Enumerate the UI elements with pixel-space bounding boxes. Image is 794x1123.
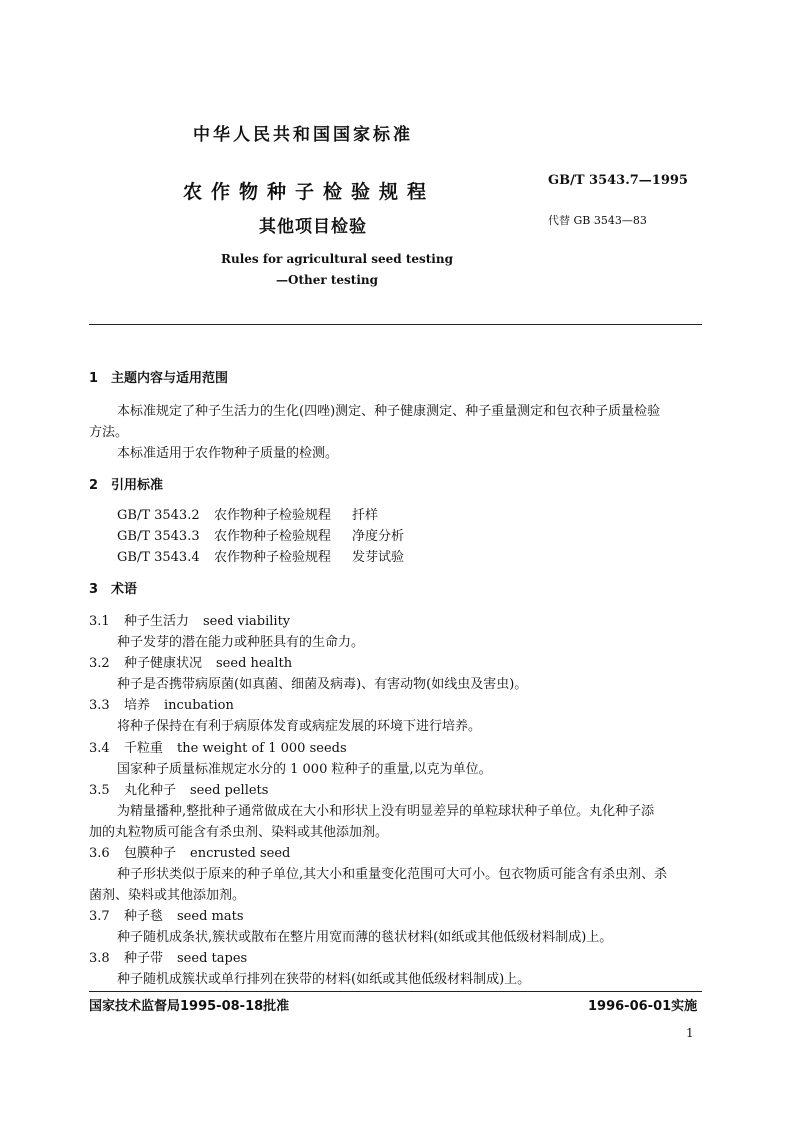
term-definition: 国家种子质量标准规定水分的 1 000 粒种子的重量,以克为单位。 [117,762,492,777]
reference-code: GB/T 3543.2 [117,508,200,523]
term-en: incubation [164,698,234,713]
term-en: seed health [216,656,293,671]
term-en: the weight of 1 000 seeds [177,741,347,756]
reference-code: GB/T 3543.3 [117,529,200,544]
title-en-sub: —Other testing [276,273,379,287]
term-heading [89,652,292,671]
term-heading [89,842,290,861]
term-definition: 种子随机成条状,簇状或散布在整片用宽而薄的毯状材料(如纸或其他低级材料制成)上。 [117,930,613,945]
term-definition: 将种子保持在有利于病原体发育或病症发展的环境下进行培养。 [117,719,482,734]
title-cn-sub: 其他项目检验 [259,217,367,237]
term-en: seed pellets [190,783,269,798]
term-heading [89,947,247,966]
reference-topic: 扦样 [352,508,379,523]
term-number: 3.7 [89,909,110,924]
section-3-heading: 3 术语 [89,582,138,597]
title-cn-main: 农作物种子检验规程 [183,181,436,203]
title-en-main: Rules for agricultural seed testing [221,252,453,266]
reference-item [117,546,404,565]
standard-code: GB/T 3543.7—1995 [548,173,688,188]
reference-item [117,525,404,544]
reference-name: 农作物种子检验规程 [214,529,332,544]
term-heading [89,905,244,924]
term-cn: 种子生活力 [124,614,190,629]
reference-item [117,504,378,523]
term-definition: 种子形状类似于原来的种子单位,其大小和重量变化范围可大可小。包衣物质可能含有杀虫剂、杀 [117,867,668,882]
section-1-para-2: 本标准适用于农作物种子质量的检测。 [117,446,339,461]
term-number: 3.4 [89,741,110,756]
term-cn: 种子健康状况 [124,656,203,671]
term-cn: 包膜种子 [124,846,177,861]
term-en: encrusted seed [190,846,291,861]
reference-name: 农作物种子检验规程 [214,508,332,523]
term-heading [89,610,290,629]
header-divider [89,324,702,325]
term-heading [89,737,347,756]
approval-note: 国家技术监督局1995-08-18批准 [89,999,290,1014]
term-cn: 种子带 [124,951,164,966]
term-cn: 千粒重 [124,741,164,756]
section-2-heading: 2 引用标准 [89,478,164,493]
page-number: 1 [686,1026,694,1040]
term-definition-cont: 加的丸粒物质可能含有杀虫剂、染料或其他添加剂。 [89,825,389,840]
term-definition: 种子发芽的潜在能力或种胚具有的生命力。 [117,635,365,650]
footer-divider [89,991,702,992]
section-1-heading: 1 主题内容与适用范围 [89,371,229,386]
national-standard-label: 中华人民共和国国家标准 [193,125,413,145]
term-number: 3.5 [89,783,110,798]
term-number: 3.2 [89,656,110,671]
term-cn: 丸化种子 [124,783,177,798]
term-definition: 为精量播种,整批种子通常做成在大小和形状上没有明显差异的单粒球状种子单位。丸化种子添 [117,804,655,819]
replaces-note: 代替 GB 3543—83 [548,214,647,227]
term-number: 3.3 [89,698,110,713]
reference-name: 农作物种子检验规程 [214,550,332,565]
term-cn: 培养 [124,698,151,713]
term-definition-cont: 菌剂、染料或其他添加剂。 [89,888,246,903]
term-cn: 种子毯 [124,909,164,924]
term-heading [89,779,268,798]
section-1-para-1: 本标准规定了种子生活力的生化(四唑)测定、种子健康测定、种子重量测定和包衣种子质量检验 [117,404,661,419]
term-definition: 种子是否携带病原菌(如真菌、细菌及病毒)、有害动物(如线虫及害虫)。 [117,677,528,692]
effective-date: 1996-06-01实施 [588,999,698,1014]
reference-topic: 发芽试验 [352,550,405,565]
term-definition: 种子随机成簇状或单行排列在狭带的材料(如纸或其他低级材料制成)上。 [117,972,531,987]
section-1-para-1-cont: 方法。 [89,425,129,440]
term-en: seed mats [177,909,244,924]
term-number: 3.6 [89,846,110,861]
reference-code: GB/T 3543.4 [117,550,200,565]
term-heading [89,694,234,713]
term-number: 3.8 [89,951,110,966]
reference-topic: 净度分析 [352,529,405,544]
term-en: seed tapes [177,951,248,966]
term-en: seed viability [203,614,291,629]
term-number: 3.1 [89,614,110,629]
